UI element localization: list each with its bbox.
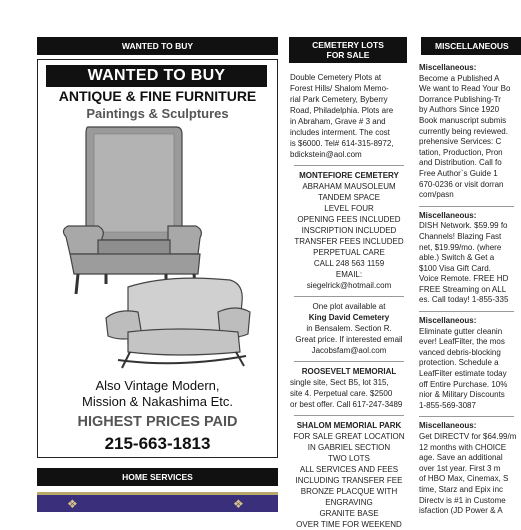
ad-banner: WANTED TO BUY: [46, 65, 267, 87]
divider: [419, 416, 514, 417]
listing-line: CALL 248 563 1159: [313, 259, 385, 268]
misc-label: Miscellaneous:: [419, 316, 477, 326]
listing-forest-hills: [290, 72, 408, 160]
misc-line: LeafFilter estimate today: [419, 369, 507, 379]
listing-line: EMAIL:: [335, 270, 363, 279]
listing-line: One plot available at: [312, 302, 386, 311]
misc-line: protection. Schedule a: [419, 358, 499, 368]
misc-line: nior & Military Discounts: [419, 390, 505, 400]
listing-title: ROOSEVELT MEMORIAL: [301, 367, 397, 376]
misc-block-directv: [419, 421, 519, 516]
listing-line: TANDEM SPACE: [318, 193, 380, 202]
misc-line: net, $19.99/mo. (where: [419, 242, 502, 252]
header-line-1: CEMETERY LOTS: [312, 40, 384, 50]
misc-line: Voice Remote. FREE HD: [419, 274, 509, 284]
misc-line: tation, Production, Pron: [419, 147, 503, 157]
divider: [419, 311, 514, 312]
listing-line: BRONZE PLACQUE WITH: [300, 487, 398, 496]
divider: [419, 206, 514, 207]
miscellaneous-listings: [419, 63, 519, 517]
misc-line: Book manuscript submis: [419, 115, 507, 125]
ornament-icon: ❖: [233, 497, 244, 511]
listing-line: site 4. Perpetual care. $2500: [290, 389, 393, 398]
listing-line: ABRAHAM MAUSOLEUM: [302, 182, 396, 191]
listing-email[interactable]: bdickstein@aol.com: [290, 150, 362, 159]
cemetery-listings: [290, 72, 408, 530]
listing-line: in Abraham, Grave # 3 and: [290, 117, 386, 126]
ad-subheadline: Paintings & Sculptures: [86, 106, 229, 121]
listing-line: Double Cemetery Plots at: [290, 73, 382, 82]
wanted-to-buy-header: WANTED TO BUY: [37, 37, 278, 55]
listing-line: rial Park Cemetery, Byberry: [290, 95, 388, 104]
divider: [294, 415, 404, 416]
misc-line: age. Save an additional: [419, 453, 503, 463]
armchair-image: [63, 127, 201, 294]
home-services-header: HOME SERVICES: [37, 468, 278, 486]
ad-headline: ANTIQUE & FINE FURNITURE: [58, 88, 257, 104]
misc-line: by Authors Since 1920: [419, 105, 500, 115]
antique-furniture-ad[interactable]: [37, 59, 278, 458]
misc-line: Eliminate gutter cleanin: [419, 326, 503, 336]
listing-line: OPENING FEES INCLUDED: [297, 215, 401, 224]
listing-line: INCLUDING TRANSFER FEE: [295, 476, 403, 485]
ad-phone-number[interactable]: 215-663-1813: [104, 434, 211, 453]
misc-line: $100 Visa Gift Card.: [419, 263, 491, 273]
listing-email[interactable]: Jacobsfam@aol.com: [311, 346, 387, 355]
divider: [294, 165, 404, 166]
ornament-icon: ❖: [67, 497, 78, 511]
listing-roosevelt: [290, 366, 408, 410]
misc-link[interactable]: com/pasn: [419, 190, 454, 200]
listing-line: in Bensalem. Section R.: [306, 324, 392, 333]
listing-line: ENGRAVING: [325, 498, 373, 507]
listing-title: King David Cemetery: [308, 313, 390, 322]
home-services-ad[interactable]: [37, 492, 278, 512]
misc-line: Free Author`s Guide 1: [419, 168, 498, 178]
misc-line: Become a Published A: [419, 73, 500, 83]
misc-line: 670-0236 or visit dorran: [419, 179, 504, 189]
misc-line: Directv is #1 in Custome: [419, 495, 506, 505]
listing-montefiore: [290, 170, 408, 291]
listing-line: TWO LOTS: [328, 454, 370, 463]
misc-block-dish: [419, 211, 519, 306]
misc-line: currently being reviewed.: [419, 126, 508, 136]
ad-also-line2: Mission & Nakashima Etc.: [82, 394, 233, 409]
misc-line: Channels! Blazing Fast: [419, 231, 502, 241]
listing-line: is $6000. Tel# 614-315-8972,: [290, 139, 394, 148]
listing-email[interactable]: siegelrick@hotmail.com: [306, 281, 392, 290]
misc-line: es. Call today! 1-855-335: [419, 295, 509, 305]
divider: [294, 296, 404, 297]
misc-block-leaffilter: [419, 316, 519, 411]
ad-highest-prices: HIGHEST PRICES PAID: [77, 414, 238, 430]
listing-line: PERPETUAL CARE: [313, 248, 385, 257]
misc-line: of HBO Max, Cinemax, S: [419, 474, 509, 484]
misc-line: 1-855-569-3087: [419, 400, 476, 410]
listing-line: includes interment. The cost: [290, 128, 390, 137]
misc-line: prehensive Services: C: [419, 137, 502, 147]
listing-line: INSCRIPTION INCLUDED: [301, 226, 397, 235]
header-line-2: FOR SALE: [326, 50, 370, 60]
listing-line: GRANITE BASE: [319, 509, 379, 518]
misc-line: ever! LeafFilter, the mos: [419, 337, 505, 347]
listing-line: or best offer. Call 617-247-3489: [290, 400, 403, 409]
misc-line: isfaction (JD Power & A: [419, 506, 503, 516]
misc-label: Miscellaneous:: [419, 63, 477, 72]
listing-line: IN GABRIEL SECTION: [307, 443, 391, 452]
listing-line: Road, Philadelphia. Plots are: [290, 106, 394, 115]
listing-title: SHALOM MEMORIAL PARK: [296, 421, 402, 430]
misc-line: Dorrance Publishing-Tr: [419, 94, 501, 104]
misc-line: off Entire Purchase. 10%: [419, 379, 508, 389]
misc-line: able.) Switch & Get a: [419, 253, 495, 263]
modern-chair-image: [106, 278, 250, 368]
listing-line: ALL SERVICES AND FEES: [299, 465, 399, 474]
cemetery-lots-header: [289, 37, 407, 63]
divider: [294, 361, 404, 362]
miscellaneous-header: MISCELLANEOUS: [421, 37, 521, 55]
misc-block-publishing: [419, 63, 519, 201]
misc-line: over 1st year. First 3 m: [419, 463, 501, 473]
listing-line: OVER TIME FOR WEEKEND: [296, 520, 402, 529]
misc-line: We want to Read Your Bo: [419, 84, 511, 94]
listing-line: FOR SALE GREAT LOCATION: [293, 432, 405, 441]
home-ad-trim: [37, 492, 278, 495]
misc-line: DISH Network. $59.99 fo: [419, 221, 508, 231]
listing-line: Great price. If interested email: [295, 335, 403, 344]
misc-line: vanced debris-blocking: [419, 347, 501, 357]
misc-line: time, Starz and Epix inc: [419, 484, 504, 494]
listing-title: MONTEFIORE CEMETERY: [299, 171, 399, 180]
misc-line: Get DIRECTV for $64.99/m: [419, 432, 517, 441]
listing-line: LEVEL FOUR: [324, 204, 374, 213]
misc-label: Miscellaneous:: [419, 210, 477, 220]
misc-label: Miscellaneous:: [419, 421, 477, 431]
listing-king-david: [290, 301, 408, 356]
misc-line: FREE Streaming on ALL: [419, 284, 507, 294]
ad-also-line1: Also Vintage Modern,: [95, 378, 220, 393]
misc-line: 12 months with CHOICE: [419, 442, 507, 452]
listing-line: Forest Hills/ Shalom Memo-: [290, 84, 389, 93]
listing-line: TRANSFER FEES INCLUDED: [294, 237, 404, 246]
listing-shalom: [290, 420, 408, 530]
misc-line: and Distribution. Call fo: [419, 158, 502, 168]
chairs-illustration: [58, 122, 258, 372]
listing-line: single site, Sect B5, lot 315,: [290, 378, 389, 387]
